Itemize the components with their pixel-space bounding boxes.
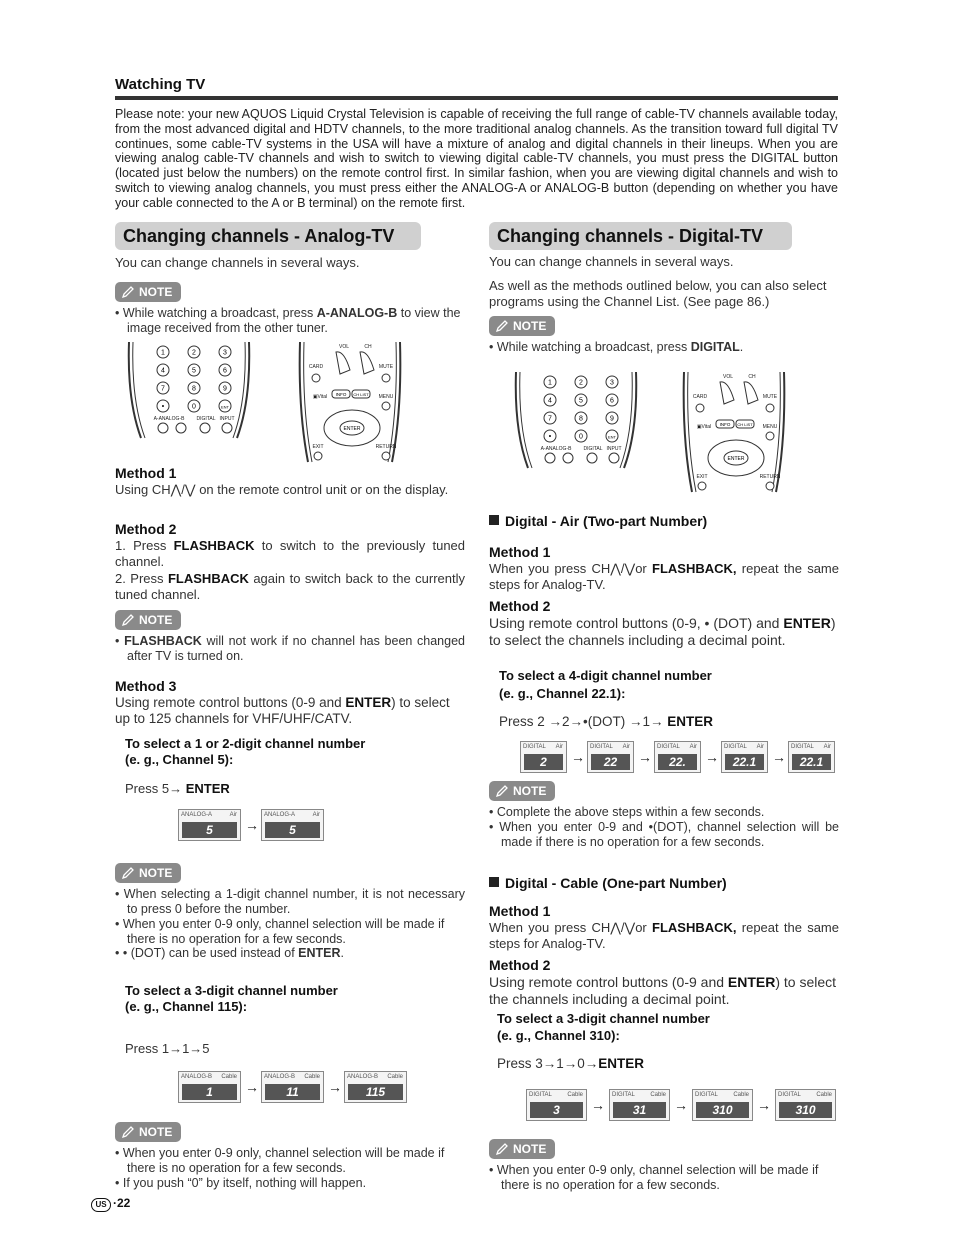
svg-text:CH LIST: CH LIST — [737, 422, 753, 427]
digital-note2-b2: • When you enter 0-9 and •(DOT), channel selection will be made if there is no operation for a few seconds. — [489, 820, 840, 849]
pencil-icon — [121, 285, 135, 299]
svg-text:MUTE: MUTE — [762, 394, 778, 400]
screen-channel-number: 22 — [591, 754, 630, 770]
svg-text:RETURN: RETURN — [375, 444, 397, 450]
channel-screen — [526, 1089, 587, 1121]
svg-text:EXIT: EXIT — [696, 474, 708, 480]
remote-key-label: 9 — [610, 415, 614, 423]
digital-air-title: Digital - Air (Two-part Number) — [489, 513, 707, 529]
screen-source-label: ANALOG-A — [264, 812, 296, 818]
screen-type-label: Air — [622, 744, 630, 750]
pencil-icon — [121, 866, 135, 880]
cable-method1-text: When you press CH⋀/⋁or FLASHBACK, repeat the same steps for Analog-TV. — [489, 920, 839, 951]
pencil-icon — [121, 613, 135, 627]
screen-type-label: Cable — [816, 1092, 832, 1098]
arrow-right-icon: → — [571, 749, 585, 765]
arrow-right-icon: → — [674, 1097, 688, 1113]
pencil-icon — [121, 1125, 135, 1139]
screen-source-label: DIGITAL — [657, 744, 680, 750]
sel-3digit-line2: (e. g., Channel 115): — [125, 999, 248, 1014]
analog-method1-title: Method 1 — [115, 465, 177, 481]
analog-note2: • FLASHBACK will not work if no channel has been changed after TV is turned on. — [115, 634, 465, 663]
analog-method2-line1: 1. Press FLASHBACK to switch to the previously tuned channel. — [115, 538, 466, 569]
arrow-right-icon: → — [772, 749, 786, 765]
digital-tv-title: Changing channels - Digital-TV — [489, 222, 792, 250]
analog-method1-text: Using CH⋀/⋁ on the remote control unit or on the display. — [115, 482, 449, 497]
digital-also: As well as the methods outlined below, you can also select programs using the Channel List. (See page 86.) — [489, 278, 827, 309]
svg-text:VOL: VOL — [338, 344, 350, 350]
svg-text:INPUT: INPUT — [219, 416, 235, 422]
screen-channel-number: 5 — [265, 822, 320, 838]
screen-channel-number: 5 — [182, 822, 237, 838]
remote-key-label: 9 — [223, 385, 227, 393]
remote-key-label: 0 — [192, 403, 196, 411]
channel-screen — [344, 1071, 407, 1103]
channel-screen — [178, 809, 241, 841]
note-badge: NOTE — [115, 863, 181, 883]
remote-key-label: 2 — [579, 379, 583, 387]
cable-method2-text: Using remote control buttons (0-9 and ENTER) to select the channels including a decimal point. — [489, 974, 837, 1007]
remote-key-label: ENT — [221, 404, 229, 410]
page-number: US ·22 — [91, 1196, 130, 1212]
remote-key-label: 5 — [579, 397, 583, 405]
svg-text:INFO: INFO — [719, 422, 731, 427]
svg-text:RETURN: RETURN — [759, 474, 781, 480]
analog-note3-b1: • When selecting a 1-digit channel number, it is not necessary to press 0 before the number. — [115, 887, 465, 916]
press-5-enter: Press 5→ ENTER — [125, 781, 230, 796]
cable-method1-title: Method 1 — [489, 903, 551, 919]
screen-channel-number: 115 — [348, 1084, 403, 1100]
note-badge: NOTE — [115, 610, 181, 630]
screen-type-label: Cable — [650, 1092, 666, 1098]
screen-source-label: ANALOG-A — [181, 812, 213, 818]
screen-channel-number: 3 — [530, 1102, 583, 1118]
svg-text:▣Vital: ▣Vital — [312, 394, 328, 400]
screen-type-label: Air — [555, 744, 563, 750]
remote-key-label: 4 — [161, 367, 165, 375]
air-method2-text: Using remote control buttons (0-9, • (DOT) and ENTER) to select the channels including a decimal point. — [489, 615, 836, 648]
remote-key-label: 3 — [610, 379, 614, 387]
sel-310-line1: To select a 3-digit channel number — [497, 1011, 710, 1026]
remote-key-label: 6 — [610, 397, 614, 405]
analog-note3-b2: • When you enter 0-9 only, channel selection will be made if there is no operation for a few seconds. — [115, 917, 445, 946]
remote-key-label: 4 — [548, 397, 552, 405]
arrow-right-icon: → — [591, 1097, 605, 1113]
air-method2-title: Method 2 — [489, 598, 551, 614]
analog-note3-b3: • • (DOT) can be used instead of ENTER. — [115, 946, 345, 960]
screen-type-label: Cable — [733, 1092, 749, 1098]
screen-type-label: Cable — [387, 1074, 403, 1080]
svg-text:DIGITAL: DIGITAL — [583, 446, 603, 452]
remote-keypad-illustration — [123, 340, 255, 442]
svg-text:VOL: VOL — [722, 374, 734, 380]
screen-channel-number: 310 — [696, 1102, 749, 1118]
svg-text:A-ANALOG-B: A-ANALOG-B — [540, 446, 572, 452]
analog-tv-title: Changing channels - Analog-TV — [115, 222, 421, 250]
digital-ways: You can change channels in several ways. — [489, 254, 734, 269]
note-badge: NOTE — [115, 1122, 181, 1142]
air-method1-text: When you press CH⋀/⋁or FLASHBACK, repeat the same steps for Analog-TV. — [489, 561, 839, 592]
svg-text:CARD: CARD — [692, 394, 708, 400]
digital-note2-b1: • Complete the above steps within a few seconds. — [489, 805, 765, 819]
air-method1-title: Method 1 — [489, 544, 551, 560]
screen-type-label: Cable — [304, 1074, 320, 1080]
svg-text:MENU: MENU — [378, 394, 394, 400]
pencil-icon — [495, 319, 509, 333]
screen-type-label: Cable — [221, 1074, 237, 1080]
svg-text:CH: CH — [748, 374, 756, 380]
screen-channel-number: 11 — [265, 1084, 320, 1100]
screen-source-label: DIGITAL — [612, 1092, 635, 1098]
remote-key-label: 7 — [161, 385, 165, 393]
svg-text:INFO: INFO — [335, 392, 347, 397]
screen-type-label: Air — [312, 812, 320, 818]
svg-text:CARD: CARD — [308, 364, 324, 370]
remote-key-label: • — [548, 433, 552, 441]
remote-key-label: 7 — [548, 415, 552, 423]
remote-key-label: • — [161, 403, 165, 411]
analog-method2-title: Method 2 — [115, 521, 177, 537]
sel-4digit-line1: To select a 4-digit channel number — [499, 668, 712, 683]
remote-nav-illustration-digital — [680, 370, 788, 494]
svg-text:DIGITAL: DIGITAL — [196, 416, 216, 422]
svg-text:EXIT: EXIT — [312, 444, 324, 450]
sel-4digit-line2: (e. g., Channel 22.1): — [499, 686, 626, 701]
screen-type-label: Air — [229, 812, 237, 818]
analog-note1: • While watching a broadcast, press A-ANALOG-B to view the image received from the other tuner. — [115, 306, 461, 335]
channel-screen — [788, 741, 835, 773]
arrow-right-icon: → — [757, 1097, 771, 1113]
channel-screen — [654, 741, 701, 773]
analog-method3-text: Using remote control buttons (0-9 and ENTER) to select up to 125 channels for VHF/UHF/CATV. — [115, 695, 450, 726]
channel-screen — [261, 1071, 324, 1103]
press-115: Press 1→1→5 — [125, 1041, 210, 1056]
channel-screen — [261, 809, 324, 841]
remote-key-label: 6 — [223, 367, 227, 375]
svg-text:▣Vital: ▣Vital — [696, 424, 712, 430]
screen-source-label: DIGITAL — [695, 1092, 718, 1098]
pencil-icon — [495, 1142, 509, 1156]
channel-screen — [609, 1089, 670, 1121]
svg-text:CH: CH — [364, 344, 372, 350]
channel-screen — [692, 1089, 753, 1121]
sel-12digit-line1: To select a 1 or 2-digit channel number — [125, 736, 366, 751]
remote-key-label: 1 — [548, 379, 552, 387]
analog-method2-line2: 2. Press FLASHBACK again to switch back to the currently tuned channel. — [115, 571, 466, 602]
screen-source-label: DIGITAL — [529, 1092, 552, 1098]
note-badge: NOTE — [489, 316, 555, 336]
screen-type-label: Cable — [567, 1092, 583, 1098]
cable-method2-title: Method 2 — [489, 957, 551, 973]
sel-3digit-line1: To select a 3-digit channel number — [125, 983, 338, 998]
digital-note3-b1: • When you enter 0-9 only, channel selection will be made if there is no operation for a few seconds. — [489, 1163, 819, 1192]
remote-key-label: 0 — [579, 433, 583, 441]
svg-text:A-ANALOG-B: A-ANALOG-B — [153, 416, 185, 422]
svg-text:MUTE: MUTE — [378, 364, 394, 370]
us-region-badge: US — [91, 1198, 111, 1212]
arrow-right-icon: → — [638, 749, 652, 765]
intro-paragraph: Please note: your new AQUOS Liquid Crystal Television is capable of receiving the full range of cable-TV channels available today, from the most advanced digital and HDTV channels, to the more traditional analog channels. As the transition toward full digital TV continues, some cable-TV systems in the USA will have a mixture of analog and digital channels in their lineups. When you are viewing analog cable-TV channels and wish to switch to viewing digital cable-TV channels, you must press the DIGITAL button (located just below the numbers) on the remote control first. In similar fashion, when you are viewing digital channels and wish to switch to viewing analog channels, you must press either the ANALOG-A or ANALOG-B button (depending on whether you have your cable connected to the A or B terminal) on the remote first. — [115, 107, 838, 210]
channel-screen — [775, 1089, 836, 1121]
svg-text:CH LIST: CH LIST — [353, 392, 369, 397]
screen-channel-number: 31 — [613, 1102, 666, 1118]
screen-type-label: Air — [823, 744, 831, 750]
svg-text:ENTER: ENTER — [727, 456, 745, 462]
analog-ways: You can change channels in several ways. — [115, 255, 360, 270]
press-310: Press 3→1→0→ENTER — [497, 1056, 645, 1071]
analog-note4-b1: • When you enter 0-9 only, channel selection will be made if there is no operation for a few seconds. — [115, 1146, 445, 1175]
svg-text:ENTER: ENTER — [343, 426, 361, 432]
screen-channel-number: 22.1 — [792, 754, 831, 770]
header-rule — [115, 96, 838, 100]
screen-source-label: ANALOG-B — [347, 1074, 379, 1080]
analog-note4-b2: • If you push “0” by itself, nothing will happen. — [115, 1176, 367, 1190]
section-header: Watching TV — [115, 76, 206, 93]
digital-cable-title: Digital - Cable (One-part Number) — [489, 875, 727, 891]
analog-method3-title: Method 3 — [115, 678, 177, 694]
channel-screen — [520, 741, 567, 773]
remote-keypad-illustration-digital — [510, 370, 642, 472]
note-badge: NOTE — [489, 781, 555, 801]
screen-channel-number: 22. — [658, 754, 697, 770]
remote-key-label: 8 — [579, 415, 583, 423]
screen-source-label: DIGITAL — [724, 744, 747, 750]
screen-channel-number: 2 — [524, 754, 563, 770]
remote-key-label: 3 — [223, 349, 227, 357]
screen-source-label: DIGITAL — [590, 744, 613, 750]
screen-channel-number: 1 — [182, 1084, 237, 1100]
remote-key-label: 8 — [192, 385, 196, 393]
sel-310-line2: (e. g., Channel 310): — [497, 1028, 620, 1043]
digital-note1: • While watching a broadcast, press DIGITAL. — [489, 340, 744, 354]
screen-type-label: Air — [756, 744, 764, 750]
channel-screen — [178, 1071, 241, 1103]
screen-source-label: DIGITAL — [791, 744, 814, 750]
channel-screen — [587, 741, 634, 773]
screen-source-label: DIGITAL — [523, 744, 546, 750]
screen-source-label: DIGITAL — [778, 1092, 801, 1098]
screen-channel-number: 22.1 — [725, 754, 764, 770]
arrow-right-icon: → — [245, 817, 259, 833]
remote-key-label: 1 — [161, 349, 165, 357]
sel-12digit-line2: (e. g., Channel 5): — [125, 752, 234, 767]
note-badge: NOTE — [115, 282, 181, 302]
note-badge: NOTE — [489, 1139, 555, 1159]
arrow-right-icon: → — [245, 1079, 259, 1095]
remote-nav-illustration — [296, 340, 404, 464]
remote-key-label: 2 — [192, 349, 196, 357]
channel-screen — [721, 741, 768, 773]
remote-key-label: 5 — [192, 367, 196, 375]
svg-text:MENU: MENU — [762, 424, 778, 430]
remote-key-label: ENT — [608, 434, 616, 440]
screen-source-label: ANALOG-B — [181, 1074, 213, 1080]
arrow-right-icon: → — [705, 749, 719, 765]
press-22-1: Press 2 →2→•(DOT) →1→ ENTER — [499, 714, 714, 729]
screen-source-label: ANALOG-B — [264, 1074, 296, 1080]
screen-type-label: Air — [689, 744, 697, 750]
screen-channel-number: 310 — [779, 1102, 832, 1118]
svg-text:INPUT: INPUT — [606, 446, 622, 452]
arrow-right-icon: → — [328, 1079, 342, 1095]
pencil-icon — [495, 784, 509, 798]
